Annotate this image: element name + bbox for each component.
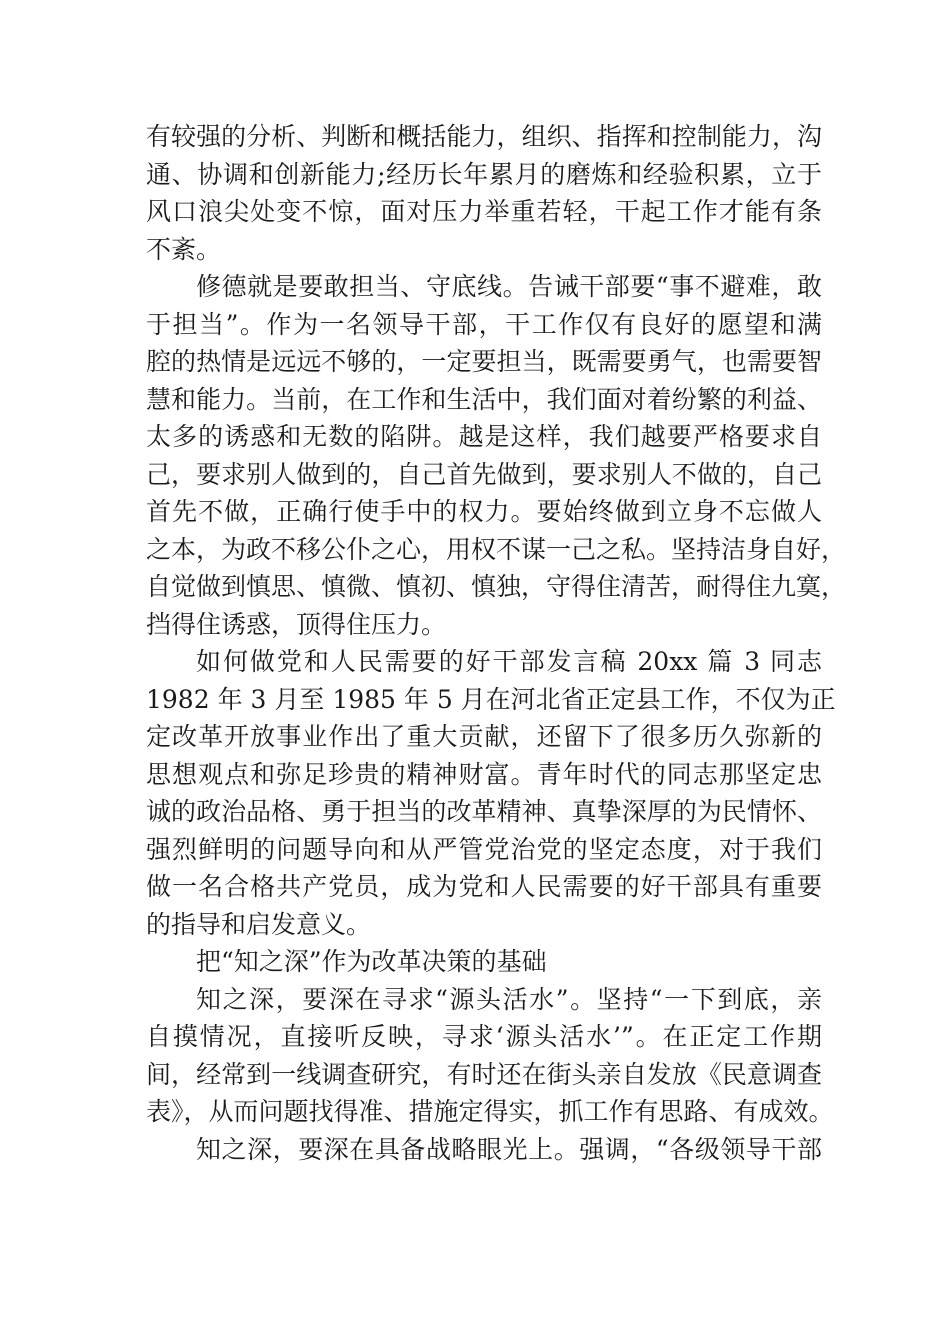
text-line: 的指导和启发意义。 (146, 909, 372, 939)
text-line: 把“知之深”作为改革决策的基础 (196, 947, 547, 976)
text-line: 自觉做到慎思、慎微、慎初、慎独，守得住清苦，耐得住九寞， (146, 572, 847, 601)
text-line: 有较强的分析、判断和概括能力，组织、指挥和控制能力，沟 (146, 122, 822, 151)
paragraph (146, 1131, 822, 1169)
text-line: 首先不做，正确行使手中的权力。要始终做到立身不忘做人 (146, 497, 822, 526)
text-line: 诚的政治品格、勇于担当的改革精神、真挚深厚的为民情怀、 (146, 797, 822, 826)
paragraph (146, 981, 834, 1131)
paragraph (146, 943, 822, 981)
text-line: 慧和能力。当前，在工作和生活中，我们面对着纷繁的利益、 (146, 384, 822, 414)
text-line: 之本，为政不移公仆之心，用权不谋一己之私。坚持洁身自好， (146, 534, 847, 564)
text-line: 间，经常到一线调查研究，有时还在街头亲自发放《民意调查 (146, 1059, 822, 1089)
text-line: 风口浪尖处变不惊，面对压力举重若轻，干起工作才能有条 (146, 197, 822, 226)
text-line: 表》，从而问题找得准、措施定得实，抓工作有思路、有成效。 (146, 1097, 834, 1126)
paragraph (146, 643, 836, 943)
text-line: 强烈鲜明的问题导向和从严管党治党的坚定态度，对于我们 (146, 834, 822, 864)
text-line: 做一名合格共产党员，成为党和人民需要的好干部具有重要 (146, 872, 822, 901)
text-line: 定改革开放事业作出了重大贡献，还留下了很多历久弥新的 (146, 722, 822, 751)
text-line: 思想观点和弥足珍贵的精神财富。青年时代的同志那坚定忠 (146, 759, 822, 789)
text-line: 如何做党和人民需要的好干部发言稿 20xx 篇 3 同志 (196, 647, 822, 676)
text-line: 自摸情况，直接听反映，寻求‘源头活水’”。在正定工作期 (146, 1022, 822, 1051)
paragraph (146, 118, 822, 268)
text-line: 知之深，要深在具备战略眼光上。强调，“各级领导干部 (196, 1134, 822, 1164)
text-line: 腔的热情是远远不够的，一定要担当，既需要勇气，也需要智 (146, 347, 822, 376)
text-line: 太多的诱惑和无数的陷阱。越是这样，我们越要严格要求自 (146, 422, 822, 451)
paragraph (146, 268, 847, 643)
text-line: 修德就是要敢担当、守底线。告诫干部要“事不避难，敢 (196, 272, 822, 301)
text-line: 挡得住诱惑，顶得住压力。 (146, 609, 447, 639)
text-line: 于担当”。作为一名领导干部，干工作仅有良好的愿望和满 (146, 309, 822, 339)
document-body (146, 118, 847, 1168)
text-line: 知之深，要深在寻求“源头活水”。坚持“一下到底，亲 (196, 984, 822, 1014)
text-line: 不紊。 (146, 234, 222, 264)
text-line: 通、协调和创新能力;经历长年累月的磨炼和经验积累，立于 (146, 159, 822, 189)
text-line: 己，要求别人做到的，自己首先做到，要求别人不做的，自己 (146, 459, 822, 489)
text-line: 1982 年 3 月至 1985 年 5 月在河北省正定县工作，不仅为正 (146, 684, 836, 714)
